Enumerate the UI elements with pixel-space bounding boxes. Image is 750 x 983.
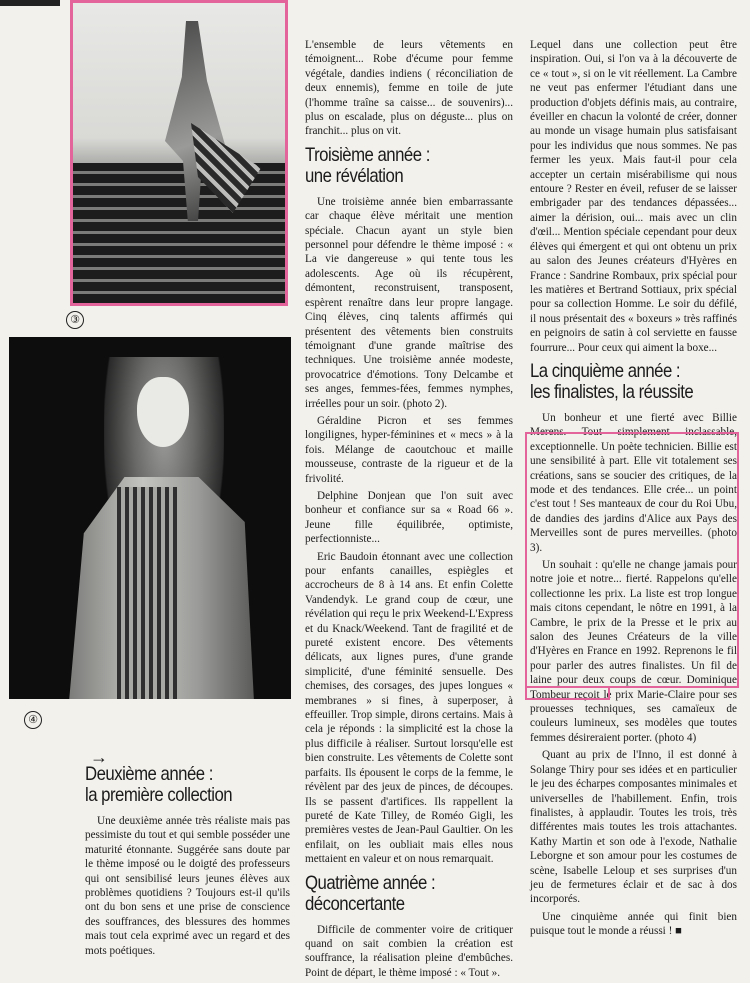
- highlight-box: [525, 432, 739, 688]
- column-1: [85, 758, 290, 961]
- paragraph: Delphine Donjean que l'on suit avec bonheur et confiance sur sa « Road 66 ». Jeune fille équilibrée, optimiste, perfectionniste...: [305, 489, 513, 546]
- photo-number-4: ④: [24, 711, 42, 729]
- paragraph: Eric Baudoin étonnant avec une collection pour enfants canailles, espiègles et accrocheurs de 8 à 14 ans. Et enfin Colette Vandendyk. Le grand coup de cœur, une révélation qui reçu le prix Weekend-L'Express et du Knack/Weekend. Tant de fragilité et de pureté existent encore. Des vêtements délicats, aux lignes pures, d'une grande simplicité, d'une féminité sensuelle. Des chemises, des corsages, des jupes longues « membranes » si fines, à superposer, à effeuiller. Trop simple, dirons certains. Mais à cela je réponds : la simplicité est la chose la plus difficile à réaliser. Surtout lorsqu'elle est bien construite. Les vêtements de Colette sont parfaits. Ils épousent le corps de la femme, le révèlent par des jeux de pinces, de découpes. Ils se passent d'artifices. Ils rappellent la pureté de Kate Tilley, de Roméo Gigli, les premières vestes de Jean-Paul Gaultier. On les enfilait, on les oubliait mais elles nous mettaient en valeur et on nous remarquait.: [305, 550, 513, 866]
- paragraph: Un bonheur et une fierté avec Billie Merens. Tout simplement inclassable, exceptionnelle. Un poète technicien. Billie est une sensibilité à part. Elle vit totalement ses créations, sans se soucier des critiques, de la mode et des tendances. Elle crée... un point c'est tout ! Ses manteaux de cour du Roi Ubu, de dandies des jardins d'Alice aux Pays des Merveilles sont de pures merveilles. (photo 3).: [530, 411, 737, 554]
- paragraph: Difficile de commenter voire de critiquer quand on sait combien la création est souffrance, la réalisation pleine d'embûches. Point de départ, le thème imposé : « Tout ».: [305, 923, 513, 979]
- paragraph: Une troisième année bien embarrassante car chaque élève méritait une mention spéciale. Chacun ayant un style bien personnel pour défendre le thème imposé : « La vie dangereuse » qui tente tous les adolescents. Age où ils récupèrent, démontent, reconstruisent, transposent, espèrent renaître dans leur propre langage. Cinq élèves, cinq talents affirmés qui présentent des vêtements bien construits témoignant d'une grande maîtrise des techniques. Une troisième année modeste, provocatrice d'émotions. Tony Delcambe et ses anges, femmes-fées, femmes nymphes, irréelles pour un soir. (photo 2).: [305, 195, 513, 410]
- heading-troisieme-annee: Troisième année : une révélation: [305, 143, 430, 187]
- photo-number-3: ③: [66, 311, 84, 329]
- paragraph: Quant au prix de l'Inno, il est donné à Solange Thiry pour ses idées et en particulier le jeu des écharpes composantes minimales et universelles de l'habillement. Enfin, trois finalistes, à applaudir. Toutes les trois, très différentes mais toutes les trois attachantes. Kathy Martin et son ode à l'exode, Nathalie Leborgne et son amour pour les costumes de scène, Isabelle Leloup et ses surprises d'un jeu de fermetures éclair et de sac à dos incorporés.: [530, 749, 737, 906]
- heading-deuxieme-annee: Deuxième année : la première collection: [85, 763, 233, 806]
- photo-stairs: [73, 163, 285, 303]
- highlight-box-tail: [525, 686, 610, 700]
- heading-quatrieme-annee: Quatrième année : déconcertante: [305, 871, 436, 915]
- arrow-marker: →: [90, 747, 108, 767]
- paragraph: Lequel dans une collection peut être inspiration. Oui, si l'on va à la découverte de ce « tout », si on le vit réellement. La Cambre ne veut pas enfermer l'étudiant dans une production d'objets définis mais, au contraire, éveiller en chacun la volonté de créer, donner au monde un visage humain plus satisfaisant pour les individus que nous sommes. Ne pas fermer les yeux. Mais faut-il pour cela accepter un certain misérabilisme qui nous entoure ? Rester en éveil, refuser de se laisser embrigader par des tendances dépassées... aimer la dérision, oui... mais avec un clin d'œil... Mention spéciale cependant pour deux élèves qui émergent et qui ont obtenu un prix au salon des Jeunes créateurs d'Hyères en France : Sandrine Rombaux, prix spécial pour les matières et Bertrand Sottiaux, prix spécial pour sa collection Homme. Le soir du défilé, il nous présentait des « boxeurs » très raffinés en peignoirs de satin à col serviette en fausse fourrure... Pour ceux qui aiment la boxe...: [530, 39, 737, 354]
- photo-model-face: [137, 377, 189, 447]
- paragraph: L'ensemble de leurs vêtements en témoignent... Robe d'écume pour femme végétale, dandies indiens ( réconciliation de deux ennemis), femme en toile de jute (l'homme traîne sa caisse... de souvenirs)... plus on escalade, plus on déguste... plus on franchit... plus on vit.: [305, 39, 513, 138]
- paragraph: Une deuxième année très réaliste mais pas pessimiste du tout et qui semble posséder une maturité étonnante. Suggérée sans doute par le thème imposé ou le doigté des professeurs qui ont sensibilisé leurs jeunes élèves aux problèmes quotidiens ? Toujours est-il qu'ils ont du bon sens et une prise de conscience des souffrances, des blessures des hommes mais tout cela exprimé avec un regard et des mots poétiques.: [85, 815, 290, 957]
- masthead-bar: [0, 0, 60, 6]
- photo-model-knit: [117, 487, 181, 699]
- photo-3-runway-model: [70, 0, 288, 306]
- paragraph: Une cinquième année qui finit bien puisque tout le monde a réussi ! ■: [530, 910, 737, 938]
- paragraph: Un souhait : qu'elle ne change jamais pour notre joie et notre... fierté. Rappelons qu'elle collectionne les prix. La liste est trop longue mais citons cependant, le nôtre en 1991, à la Cambre, le prix de la Presse et le prix au salon des Jeunes Créateurs de la ville d'Hyères en France en 1992. Reprenons le fil pour parler des autres finalistes. Un fil de laine pour deux coups de cœur. Dominique Tombeur reçoit le prix Marie-Claire pour ses prouesses techniques, ses camaïeux de couleurs lumineux, ses modèles que toutes femmes désireraient porter. (photo 4): [530, 559, 737, 744]
- column-2: [305, 38, 513, 983]
- heading-cinquieme-annee: La cinquième année : les finalistes, la réussite: [530, 359, 694, 403]
- photo-4-model-portrait: [9, 337, 291, 699]
- paragraph: Géraldine Picron et ses femmes longilignes, hyper-féminines et « mecs » à la fois. Mélange de caoutchouc et maille mousseuse, contraste de la rigueur et de la frivolité.: [305, 414, 513, 485]
